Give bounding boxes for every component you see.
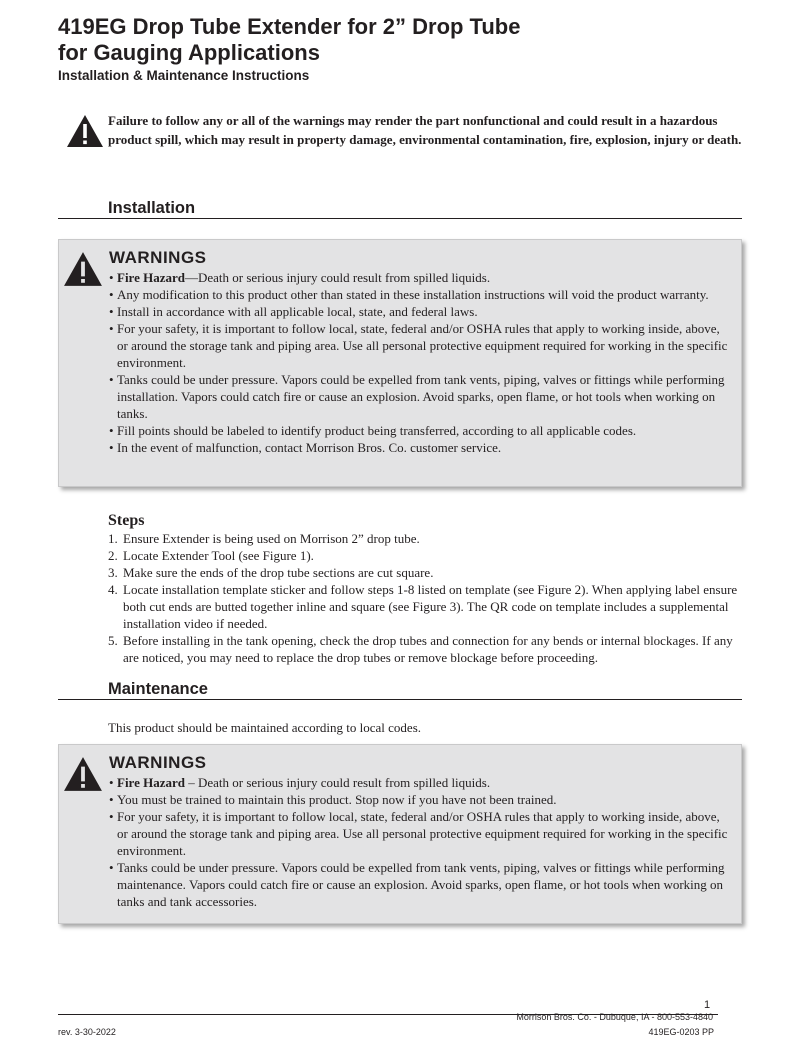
installation-warnings-list bbox=[59, 269, 741, 464]
footer-revision: rev. 3-30-2022 bbox=[58, 1027, 116, 1037]
maintenance-heading bbox=[58, 675, 742, 700]
warning-item: • For your safety, it is important to follow local, state, federal and/or OSHA rules that apply to working inside, above, or around the storage tank and piping area. Use all personal protective equipment required for working in the specific environment. bbox=[109, 321, 728, 370]
step-item: 2. Locate Extender Tool (see Figure 1). bbox=[108, 548, 314, 563]
maintenance-warnings-list bbox=[59, 774, 741, 918]
warning-triangle-icon bbox=[63, 756, 103, 792]
intro-warning-text: Failure to follow any or all of the warnings may render the part nonfunctional and could result in a hazardous product spill, which may result in property damage, environmental contamination, fire, explosion, injury or death. bbox=[108, 113, 742, 147]
steps-heading: Steps bbox=[108, 512, 145, 529]
page-number: 1 bbox=[704, 999, 711, 1011]
document-title bbox=[58, 14, 758, 66]
step-item: 3. Make sure the ends of the drop tube sections are cut square. bbox=[108, 565, 434, 580]
footer-company: Morrison Bros. Co. - Dubuque, IA - 800-553-4840 bbox=[516, 1012, 713, 1022]
maintenance-warnings-box bbox=[58, 744, 742, 924]
installation-heading bbox=[58, 194, 742, 219]
step-item: 5. Before installing in the tank opening, check the drop tubes and connection for any bends or internal blockages. If any are noticed, you may need to replace the drop tubes or remove blockage before proceeding. bbox=[108, 633, 733, 665]
warning-item: • Fill points should be labeled to identify product being transferred, according to all applicable codes. bbox=[109, 423, 637, 438]
warning-item: • Tanks could be under pressure. Vapors could be expelled from tank vents, piping, valves or fittings while performing installation. Vapors could catch fire or cause an explosion. Avoid sparks, open flame, or hot tools when working on tanks. bbox=[109, 372, 725, 421]
maintenance-text: This product should be maintained according to local codes. bbox=[108, 720, 421, 735]
maintenance-warnings-heading: WARNINGS bbox=[109, 753, 207, 772]
steps-list bbox=[108, 530, 748, 666]
warning-item: • Any modification to this product other than stated in these installation instructions will void the product warranty. bbox=[109, 287, 709, 302]
step-item: 4. Locate installation template sticker and follow steps 1-8 listed on template (see Figure 2). When applying label ensure both cut ends are butted together inline and square (see Figure 3). The QR code on template includes a supplemental installation video if needed. bbox=[108, 582, 738, 631]
warning-item: • Install in accordance with all applicable local, state, and federal laws. bbox=[109, 304, 478, 319]
installation-warnings-box bbox=[58, 239, 742, 487]
warning-item: • In the event of malfunction, contact Morrison Bros. Co. customer service. bbox=[109, 440, 502, 455]
warning-item: • Tanks could be under pressure. Vapors could be expelled from tank vents, piping, valves or fittings while performing maintenance. Vapors could catch fire or cause an explosion. Avoid sparks, open flame, or hot tools when working on tanks and tank accessories. bbox=[109, 860, 725, 909]
installation-heading-text: Installation bbox=[108, 199, 196, 217]
intro-warning bbox=[66, 112, 746, 149]
footer-doc-code: 419EG-0203 PP bbox=[648, 1027, 714, 1037]
warning-item: • Fire Hazard—Death or serious injury could result from spilled liquids. bbox=[109, 270, 491, 285]
maintenance-heading-text: Maintenance bbox=[108, 680, 208, 698]
warning-item: • You must be trained to maintain this product. Stop now if you have not been trained. bbox=[109, 792, 557, 807]
document-subtitle: Installation & Maintenance Instructions bbox=[58, 68, 310, 83]
warning-triangle-icon bbox=[63, 251, 103, 287]
title-line-1: 419EG Drop Tube Extender for 2” Drop Tube bbox=[58, 14, 521, 39]
installation-warnings-heading: WARNINGS bbox=[109, 248, 207, 267]
step-item: 1. Ensure Extender is being used on Morrison 2” drop tube. bbox=[108, 531, 420, 546]
warning-item: • Fire Hazard – Death or serious injury could result from spilled liquids. bbox=[109, 775, 491, 790]
warning-item: • For your safety, it is important to follow local, state, federal and/or OSHA rules that apply to working inside, above, or around the storage tank and piping area. Use all personal protective equipment required for working in the specific environment. bbox=[109, 809, 728, 858]
warning-triangle-icon bbox=[66, 114, 104, 148]
title-line-2: for Gauging Applications bbox=[58, 40, 320, 65]
